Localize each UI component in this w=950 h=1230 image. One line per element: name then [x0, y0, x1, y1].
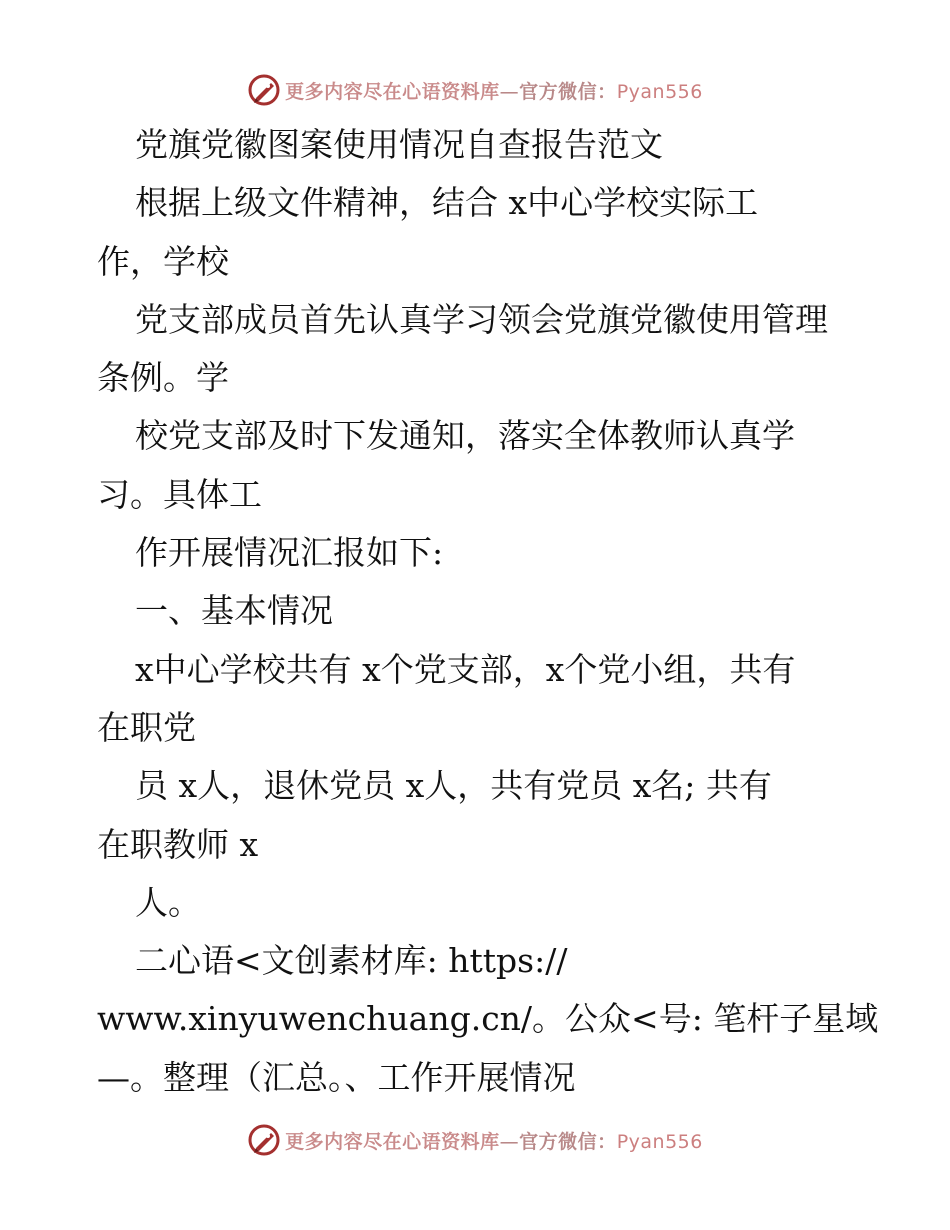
document-body	[97, 116, 879, 1107]
document-line: 党支部成员首先认真学习领会党旗党徽使用管理	[135, 299, 828, 339]
header-banner	[0, 70, 950, 110]
banner-slogan: 更多内容尽在心语资料库	[285, 80, 500, 103]
banner-separator: —	[499, 80, 520, 103]
banner-caption	[285, 77, 703, 104]
document-line: 一、基本情况	[135, 591, 333, 631]
banner-wechat-id: Pyan556	[616, 80, 703, 103]
document-line: 二心语<文创素材库: https://	[135, 941, 568, 981]
banner-caption	[285, 1127, 703, 1154]
banner-separator: —	[499, 1130, 520, 1153]
document-line: 习。具体工	[97, 474, 262, 514]
document-line: 作开展情况汇报如下:	[135, 533, 444, 573]
banner-wechat-label: 官方微信：	[519, 80, 617, 103]
document-line: 在职党	[97, 707, 196, 747]
pen-logo-icon	[247, 73, 281, 107]
document-line: —。整理（汇总。、工作开展情况	[97, 1057, 576, 1097]
document-line: 校党支部及时下发通知，落实全体教师认真学	[135, 416, 795, 456]
document-line: 条例。学	[97, 358, 229, 398]
document-line: x中心学校共有 x个党支部，x个党小组，共有	[135, 649, 796, 689]
document-line: 人。	[135, 882, 201, 922]
document-line: 员 x人，退休党员 x人，共有党员 x名; 共有	[135, 766, 772, 806]
footer-banner	[0, 1120, 950, 1160]
document-line: www.xinyuwenchuang.cn/。公众<号: 笔杆子星域	[97, 999, 879, 1039]
document-line: 党旗党徽图案使用情况自查报告范文	[135, 125, 663, 164]
document-line: 在职教师 x	[97, 824, 259, 864]
pen-logo-icon	[247, 1123, 281, 1157]
banner-wechat-label: 官方微信：	[519, 1130, 617, 1153]
banner-slogan: 更多内容尽在心语资料库	[285, 1130, 500, 1153]
document-line: 根据上级文件精神，结合 x中心学校实际工	[135, 183, 759, 223]
document-line: 作，学校	[97, 241, 229, 281]
banner-wechat-id: Pyan556	[616, 1130, 703, 1153]
